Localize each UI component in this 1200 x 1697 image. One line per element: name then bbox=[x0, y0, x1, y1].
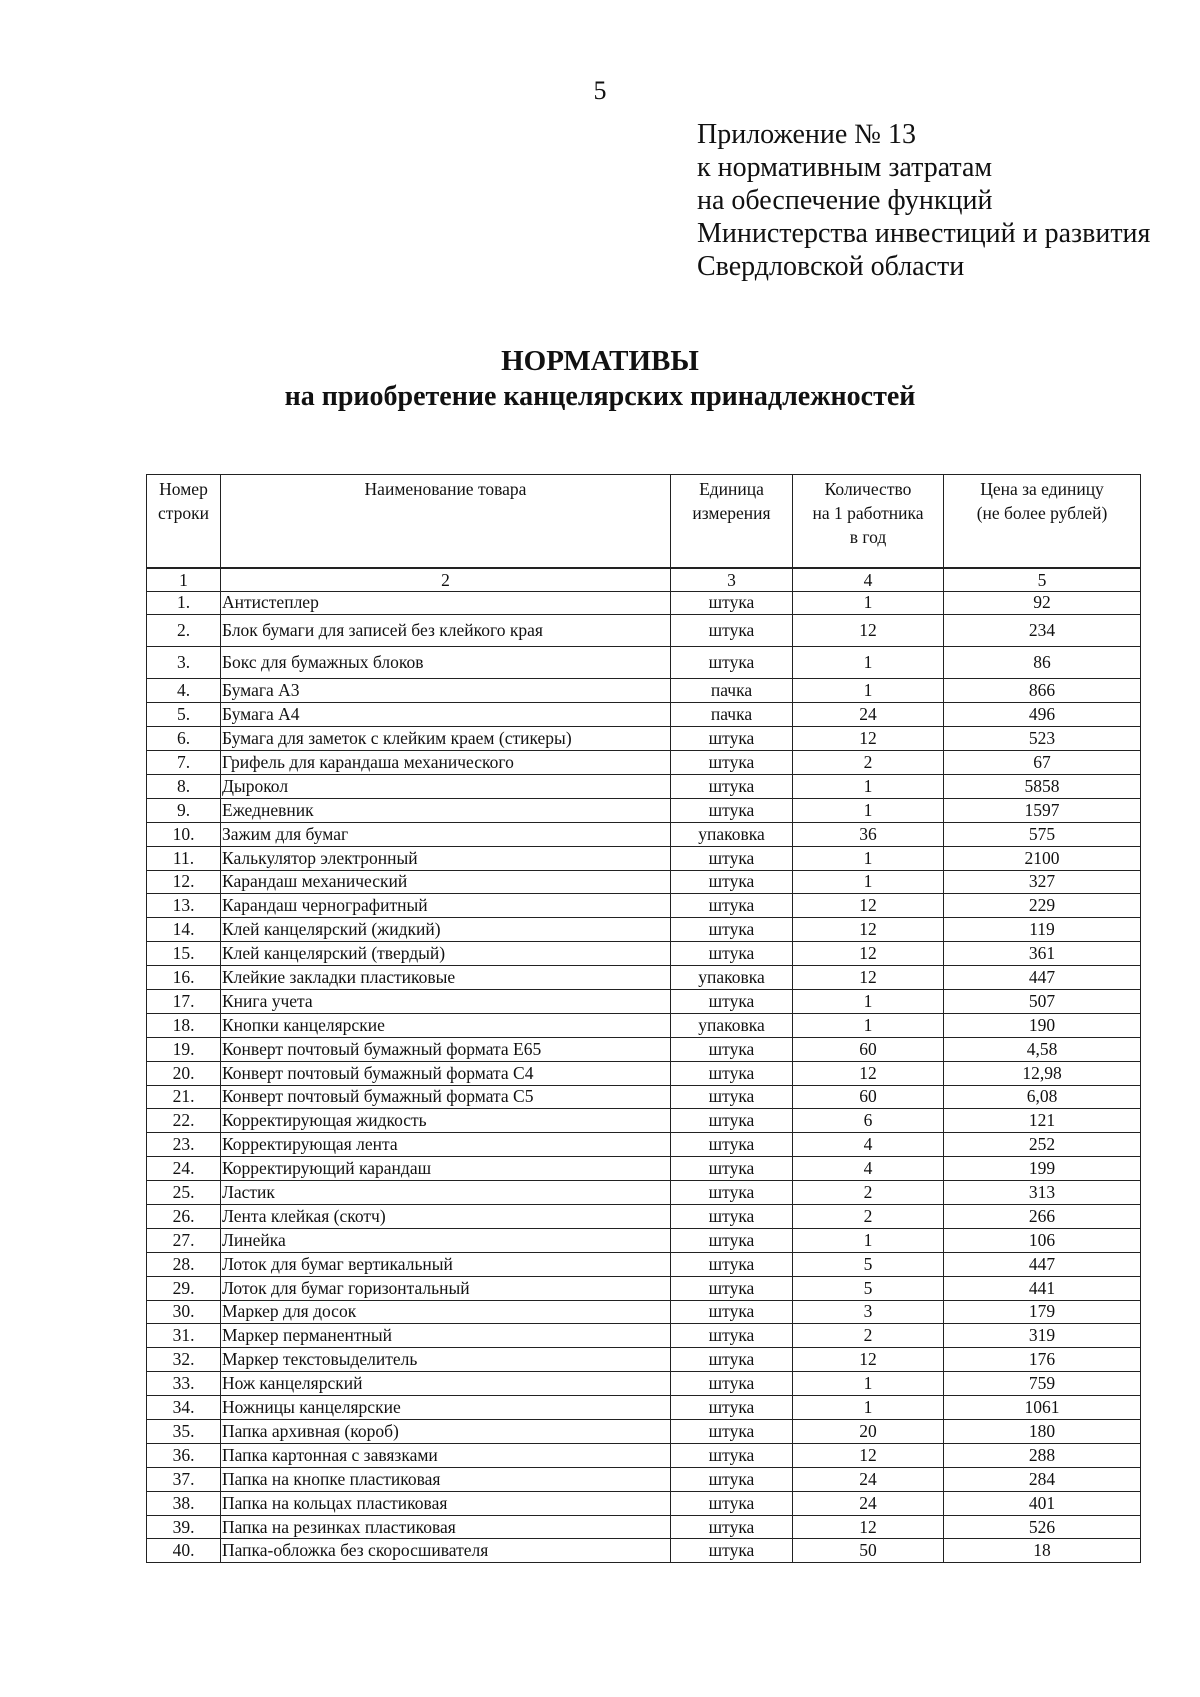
unit: штука bbox=[671, 942, 793, 966]
table-row bbox=[147, 774, 1141, 798]
item-name: Карандаш чернографитный bbox=[221, 894, 671, 918]
table-row bbox=[147, 703, 1141, 727]
quantity: 12 bbox=[793, 727, 944, 751]
price: 179 bbox=[944, 1300, 1141, 1324]
unit: пачка bbox=[671, 679, 793, 703]
column-number: 2 bbox=[221, 568, 671, 592]
price: 106 bbox=[944, 1228, 1141, 1252]
item-name: Папка на резинках пластиковая bbox=[221, 1515, 671, 1539]
appendix-block bbox=[697, 118, 1150, 283]
unit: штука bbox=[671, 1348, 793, 1372]
document-subtitle: на приобретение канцелярских принадлежностей bbox=[284, 381, 916, 412]
table-row bbox=[147, 1228, 1141, 1252]
row-number: 10. bbox=[147, 822, 221, 846]
quantity: 2 bbox=[793, 1204, 944, 1228]
appendix-line: Министерства инвестиций и развития bbox=[697, 218, 1151, 249]
item-name: Кнопки канцелярские bbox=[221, 1013, 671, 1037]
unit: штука bbox=[671, 1467, 793, 1491]
item-name: Нож канцелярский bbox=[221, 1372, 671, 1396]
quantity: 5 bbox=[793, 1252, 944, 1276]
row-number: 40. bbox=[147, 1539, 221, 1563]
row-number: 4. bbox=[147, 679, 221, 703]
table-row bbox=[147, 1133, 1141, 1157]
table-row bbox=[147, 798, 1141, 822]
quantity: 12 bbox=[793, 1348, 944, 1372]
price: 266 bbox=[944, 1204, 1141, 1228]
norms-table bbox=[146, 474, 1141, 1563]
unit: штука bbox=[671, 1109, 793, 1133]
price: 229 bbox=[944, 894, 1141, 918]
table-row bbox=[147, 1037, 1141, 1061]
unit: штука bbox=[671, 1443, 793, 1467]
price: 121 bbox=[944, 1109, 1141, 1133]
item-name: Ножницы канцелярские bbox=[221, 1396, 671, 1420]
item-name: Лента клейкая (скотч) bbox=[221, 1204, 671, 1228]
item-name: Конверт почтовый бумажный формата С4 bbox=[221, 1061, 671, 1085]
quantity: 1 bbox=[793, 774, 944, 798]
price: 18 bbox=[944, 1539, 1141, 1563]
unit: штука bbox=[671, 1276, 793, 1300]
quantity: 3 bbox=[793, 1300, 944, 1324]
quantity: 1 bbox=[793, 870, 944, 894]
document-title-block bbox=[0, 343, 1200, 415]
row-number: 17. bbox=[147, 989, 221, 1013]
unit: штука bbox=[671, 1181, 793, 1205]
table-row bbox=[147, 918, 1141, 942]
item-name: Клей канцелярский (твердый) bbox=[221, 942, 671, 966]
item-name: Папка-обложка без скоросшивателя bbox=[221, 1539, 671, 1563]
row-number: 12. bbox=[147, 870, 221, 894]
price: 759 bbox=[944, 1372, 1141, 1396]
page-number: 5 bbox=[593, 76, 607, 105]
table-row bbox=[147, 1276, 1141, 1300]
unit: штука bbox=[671, 870, 793, 894]
price: 441 bbox=[944, 1276, 1141, 1300]
unit: штука bbox=[671, 751, 793, 775]
item-name: Маркер для досок bbox=[221, 1300, 671, 1324]
row-number: 32. bbox=[147, 1348, 221, 1372]
price: 199 bbox=[944, 1157, 1141, 1181]
item-name: Карандаш механический bbox=[221, 870, 671, 894]
table-row bbox=[147, 679, 1141, 703]
item-name: Папка на кнопке пластиковая bbox=[221, 1467, 671, 1491]
unit: штука bbox=[671, 1252, 793, 1276]
table-row bbox=[147, 1181, 1141, 1205]
price: 447 bbox=[944, 1252, 1141, 1276]
item-name: Конверт почтовый бумажный формата С5 bbox=[221, 1085, 671, 1109]
header-text: Номер bbox=[159, 479, 208, 499]
unit: штука bbox=[671, 1228, 793, 1252]
unit: штука bbox=[671, 1204, 793, 1228]
row-number: 23. bbox=[147, 1133, 221, 1157]
unit: штука bbox=[671, 774, 793, 798]
price: 6,08 bbox=[944, 1085, 1141, 1109]
price: 447 bbox=[944, 966, 1141, 990]
item-name: Маркер текстовыделитель bbox=[221, 1348, 671, 1372]
unit: штука bbox=[671, 1157, 793, 1181]
row-number: 27. bbox=[147, 1228, 221, 1252]
row-number: 36. bbox=[147, 1443, 221, 1467]
quantity: 6 bbox=[793, 1109, 944, 1133]
price: 313 bbox=[944, 1181, 1141, 1205]
price: 526 bbox=[944, 1515, 1141, 1539]
item-name: Блок бумаги для записей без клейкого края bbox=[221, 615, 671, 647]
price: 523 bbox=[944, 727, 1141, 751]
row-number: 37. bbox=[147, 1467, 221, 1491]
item-name: Клейкие закладки пластиковые bbox=[221, 966, 671, 990]
price: 361 bbox=[944, 942, 1141, 966]
table-row bbox=[147, 822, 1141, 846]
unit: пачка bbox=[671, 703, 793, 727]
row-number: 7. bbox=[147, 751, 221, 775]
price: 234 bbox=[944, 615, 1141, 647]
table-row bbox=[147, 846, 1141, 870]
row-number: 25. bbox=[147, 1181, 221, 1205]
row-number: 38. bbox=[147, 1491, 221, 1515]
row-number: 19. bbox=[147, 1037, 221, 1061]
quantity: 1 bbox=[793, 1013, 944, 1037]
row-number: 6. bbox=[147, 727, 221, 751]
row-number: 18. bbox=[147, 1013, 221, 1037]
table-row bbox=[147, 989, 1141, 1013]
table-row bbox=[147, 1013, 1141, 1037]
header-text: Наименование товара bbox=[364, 479, 527, 499]
item-name: Бумага А4 bbox=[221, 703, 671, 727]
header-text: Количество bbox=[824, 479, 912, 499]
quantity: 2 bbox=[793, 1181, 944, 1205]
item-name: Корректирующий карандаш bbox=[221, 1157, 671, 1181]
quantity: 1 bbox=[793, 647, 944, 679]
item-name: Бумага для заметок с клейким краем (стикеры) bbox=[221, 727, 671, 751]
quantity: 1 bbox=[793, 679, 944, 703]
quantity: 2 bbox=[793, 751, 944, 775]
quantity: 1 bbox=[793, 989, 944, 1013]
table-row bbox=[147, 1157, 1141, 1181]
row-number: 33. bbox=[147, 1372, 221, 1396]
table-row bbox=[147, 1204, 1141, 1228]
quantity: 36 bbox=[793, 822, 944, 846]
table-row bbox=[147, 1348, 1141, 1372]
row-number: 11. bbox=[147, 846, 221, 870]
price: 176 bbox=[944, 1348, 1141, 1372]
unit: штука bbox=[671, 1085, 793, 1109]
quantity: 12 bbox=[793, 918, 944, 942]
item-name: Ежедневник bbox=[221, 798, 671, 822]
quantity: 12 bbox=[793, 1443, 944, 1467]
unit: штука bbox=[671, 1133, 793, 1157]
unit: штука bbox=[671, 1324, 793, 1348]
table-row bbox=[147, 1109, 1141, 1133]
price: 190 bbox=[944, 1013, 1141, 1037]
unit: штука bbox=[671, 1515, 793, 1539]
item-name: Бумага А3 bbox=[221, 679, 671, 703]
table-row bbox=[147, 1372, 1141, 1396]
unit: штука bbox=[671, 1300, 793, 1324]
item-name: Линейка bbox=[221, 1228, 671, 1252]
row-number: 30. bbox=[147, 1300, 221, 1324]
row-number: 3. bbox=[147, 647, 221, 679]
header-unit bbox=[671, 475, 793, 568]
item-name: Грифель для карандаша механического bbox=[221, 751, 671, 775]
price: 575 bbox=[944, 822, 1141, 846]
price: 319 bbox=[944, 1324, 1141, 1348]
row-number: 22. bbox=[147, 1109, 221, 1133]
price: 12,98 bbox=[944, 1061, 1141, 1085]
table-row bbox=[147, 1324, 1141, 1348]
quantity: 12 bbox=[793, 966, 944, 990]
quantity: 60 bbox=[793, 1037, 944, 1061]
item-name: Конверт почтовый бумажный формата Е65 bbox=[221, 1037, 671, 1061]
unit: штука bbox=[671, 1061, 793, 1085]
quantity: 1 bbox=[793, 1228, 944, 1252]
header-text: (не более рублей) bbox=[976, 503, 1108, 523]
item-name: Калькулятор электронный bbox=[221, 846, 671, 870]
appendix-line: на обеспечение функций bbox=[697, 185, 993, 216]
row-number: 5. bbox=[147, 703, 221, 727]
table-header-row bbox=[147, 475, 1141, 568]
item-name: Папка на кольцах пластиковая bbox=[221, 1491, 671, 1515]
row-number: 1. bbox=[147, 591, 221, 615]
quantity: 1 bbox=[793, 1372, 944, 1396]
row-number: 28. bbox=[147, 1252, 221, 1276]
table-row bbox=[147, 894, 1141, 918]
table-row bbox=[147, 727, 1141, 751]
quantity: 24 bbox=[793, 703, 944, 727]
column-number: 3 bbox=[671, 568, 793, 592]
table-row bbox=[147, 1085, 1141, 1109]
item-name: Бокс для бумажных блоков bbox=[221, 647, 671, 679]
price: 1597 bbox=[944, 798, 1141, 822]
row-number: 9. bbox=[147, 798, 221, 822]
unit: штука bbox=[671, 798, 793, 822]
price: 496 bbox=[944, 703, 1141, 727]
row-number: 8. bbox=[147, 774, 221, 798]
unit: штука bbox=[671, 727, 793, 751]
table-row bbox=[147, 1443, 1141, 1467]
unit: штука bbox=[671, 1037, 793, 1061]
item-name: Корректирующая лента bbox=[221, 1133, 671, 1157]
unit: штука bbox=[671, 1396, 793, 1420]
quantity: 24 bbox=[793, 1467, 944, 1491]
price: 119 bbox=[944, 918, 1141, 942]
header-row-number bbox=[147, 475, 221, 568]
header-quantity bbox=[793, 475, 944, 568]
header-text: измерения bbox=[692, 503, 771, 523]
quantity: 1 bbox=[793, 798, 944, 822]
price: 866 bbox=[944, 679, 1141, 703]
item-name: Ластик bbox=[221, 1181, 671, 1205]
quantity: 1 bbox=[793, 846, 944, 870]
table-row bbox=[147, 751, 1141, 775]
unit: штука bbox=[671, 846, 793, 870]
price: 327 bbox=[944, 870, 1141, 894]
unit: упаковка bbox=[671, 966, 793, 990]
item-name: Маркер перманентный bbox=[221, 1324, 671, 1348]
row-number: 26. bbox=[147, 1204, 221, 1228]
item-name: Лоток для бумаг вертикальный bbox=[221, 1252, 671, 1276]
unit: штука bbox=[671, 989, 793, 1013]
unit: штука bbox=[671, 647, 793, 679]
table-row bbox=[147, 647, 1141, 679]
quantity: 50 bbox=[793, 1539, 944, 1563]
quantity: 60 bbox=[793, 1085, 944, 1109]
table-row bbox=[147, 1467, 1141, 1491]
quantity: 24 bbox=[793, 1491, 944, 1515]
row-number: 34. bbox=[147, 1396, 221, 1420]
table-row bbox=[147, 591, 1141, 615]
price: 1061 bbox=[944, 1396, 1141, 1420]
unit: штука bbox=[671, 591, 793, 615]
header-price bbox=[944, 475, 1141, 568]
quantity: 4 bbox=[793, 1133, 944, 1157]
item-name: Клей канцелярский (жидкий) bbox=[221, 918, 671, 942]
appendix-line: Приложение № 13 bbox=[697, 119, 916, 150]
unit: упаковка bbox=[671, 822, 793, 846]
header-text: на 1 работника bbox=[812, 503, 924, 523]
row-number: 35. bbox=[147, 1420, 221, 1444]
quantity: 12 bbox=[793, 942, 944, 966]
row-number: 21. bbox=[147, 1085, 221, 1109]
appendix-line: к нормативным затратам bbox=[697, 152, 993, 183]
unit: штука bbox=[671, 1491, 793, 1515]
table-row bbox=[147, 615, 1141, 647]
quantity: 1 bbox=[793, 1396, 944, 1420]
row-number: 15. bbox=[147, 942, 221, 966]
row-number: 29. bbox=[147, 1276, 221, 1300]
item-name: Папка картонная с завязками bbox=[221, 1443, 671, 1467]
unit: штука bbox=[671, 1372, 793, 1396]
price: 180 bbox=[944, 1420, 1141, 1444]
table-row bbox=[147, 1300, 1141, 1324]
quantity: 2 bbox=[793, 1324, 944, 1348]
quantity: 12 bbox=[793, 1515, 944, 1539]
header-item-name bbox=[221, 475, 671, 568]
row-number: 2. bbox=[147, 615, 221, 647]
row-number: 20. bbox=[147, 1061, 221, 1085]
quantity: 12 bbox=[793, 615, 944, 647]
table-row bbox=[147, 1061, 1141, 1085]
item-name: Зажим для бумаг bbox=[221, 822, 671, 846]
header-text: Единица bbox=[699, 479, 764, 499]
price: 288 bbox=[944, 1443, 1141, 1467]
item-name: Лоток для бумаг горизонтальный bbox=[221, 1276, 671, 1300]
table-row bbox=[147, 1515, 1141, 1539]
table-row bbox=[147, 870, 1141, 894]
unit: упаковка bbox=[671, 1013, 793, 1037]
column-number: 4 bbox=[793, 568, 944, 592]
table-row bbox=[147, 1420, 1141, 1444]
quantity: 1 bbox=[793, 591, 944, 615]
row-number: 39. bbox=[147, 1515, 221, 1539]
header-text: строки bbox=[158, 503, 209, 523]
unit: штука bbox=[671, 1539, 793, 1563]
quantity: 5 bbox=[793, 1276, 944, 1300]
price: 252 bbox=[944, 1133, 1141, 1157]
document-title: НОРМАТИВЫ bbox=[501, 345, 699, 377]
quantity: 12 bbox=[793, 1061, 944, 1085]
row-number: 14. bbox=[147, 918, 221, 942]
table-row bbox=[147, 1491, 1141, 1515]
price: 5858 bbox=[944, 774, 1141, 798]
unit: штука bbox=[671, 615, 793, 647]
appendix-line: Свердловской области bbox=[697, 251, 965, 282]
quantity: 12 bbox=[793, 894, 944, 918]
price: 86 bbox=[944, 647, 1141, 679]
item-name: Антистеплер bbox=[221, 591, 671, 615]
price: 2100 bbox=[944, 846, 1141, 870]
table-row bbox=[147, 1539, 1141, 1563]
price: 401 bbox=[944, 1491, 1141, 1515]
column-number: 5 bbox=[944, 568, 1141, 592]
table-row bbox=[147, 942, 1141, 966]
price: 67 bbox=[944, 751, 1141, 775]
unit: штука bbox=[671, 1420, 793, 1444]
price: 284 bbox=[944, 1467, 1141, 1491]
row-number: 31. bbox=[147, 1324, 221, 1348]
row-number: 16. bbox=[147, 966, 221, 990]
quantity: 20 bbox=[793, 1420, 944, 1444]
unit: штука bbox=[671, 894, 793, 918]
row-number: 24. bbox=[147, 1157, 221, 1181]
item-name: Корректирующая жидкость bbox=[221, 1109, 671, 1133]
item-name: Папка архивная (короб) bbox=[221, 1420, 671, 1444]
column-number: 1 bbox=[147, 568, 221, 592]
price: 4,58 bbox=[944, 1037, 1141, 1061]
table-row bbox=[147, 966, 1141, 990]
unit: штука bbox=[671, 918, 793, 942]
price: 92 bbox=[944, 591, 1141, 615]
column-number-row bbox=[147, 568, 1141, 592]
item-name: Дырокол bbox=[221, 774, 671, 798]
table-row bbox=[147, 1252, 1141, 1276]
header-text: в год bbox=[849, 527, 887, 547]
row-number: 13. bbox=[147, 894, 221, 918]
item-name: Книга учета bbox=[221, 989, 671, 1013]
table-row bbox=[147, 1396, 1141, 1420]
quantity: 4 bbox=[793, 1157, 944, 1181]
price: 507 bbox=[944, 989, 1141, 1013]
header-text: Цена за единицу bbox=[980, 479, 1104, 499]
